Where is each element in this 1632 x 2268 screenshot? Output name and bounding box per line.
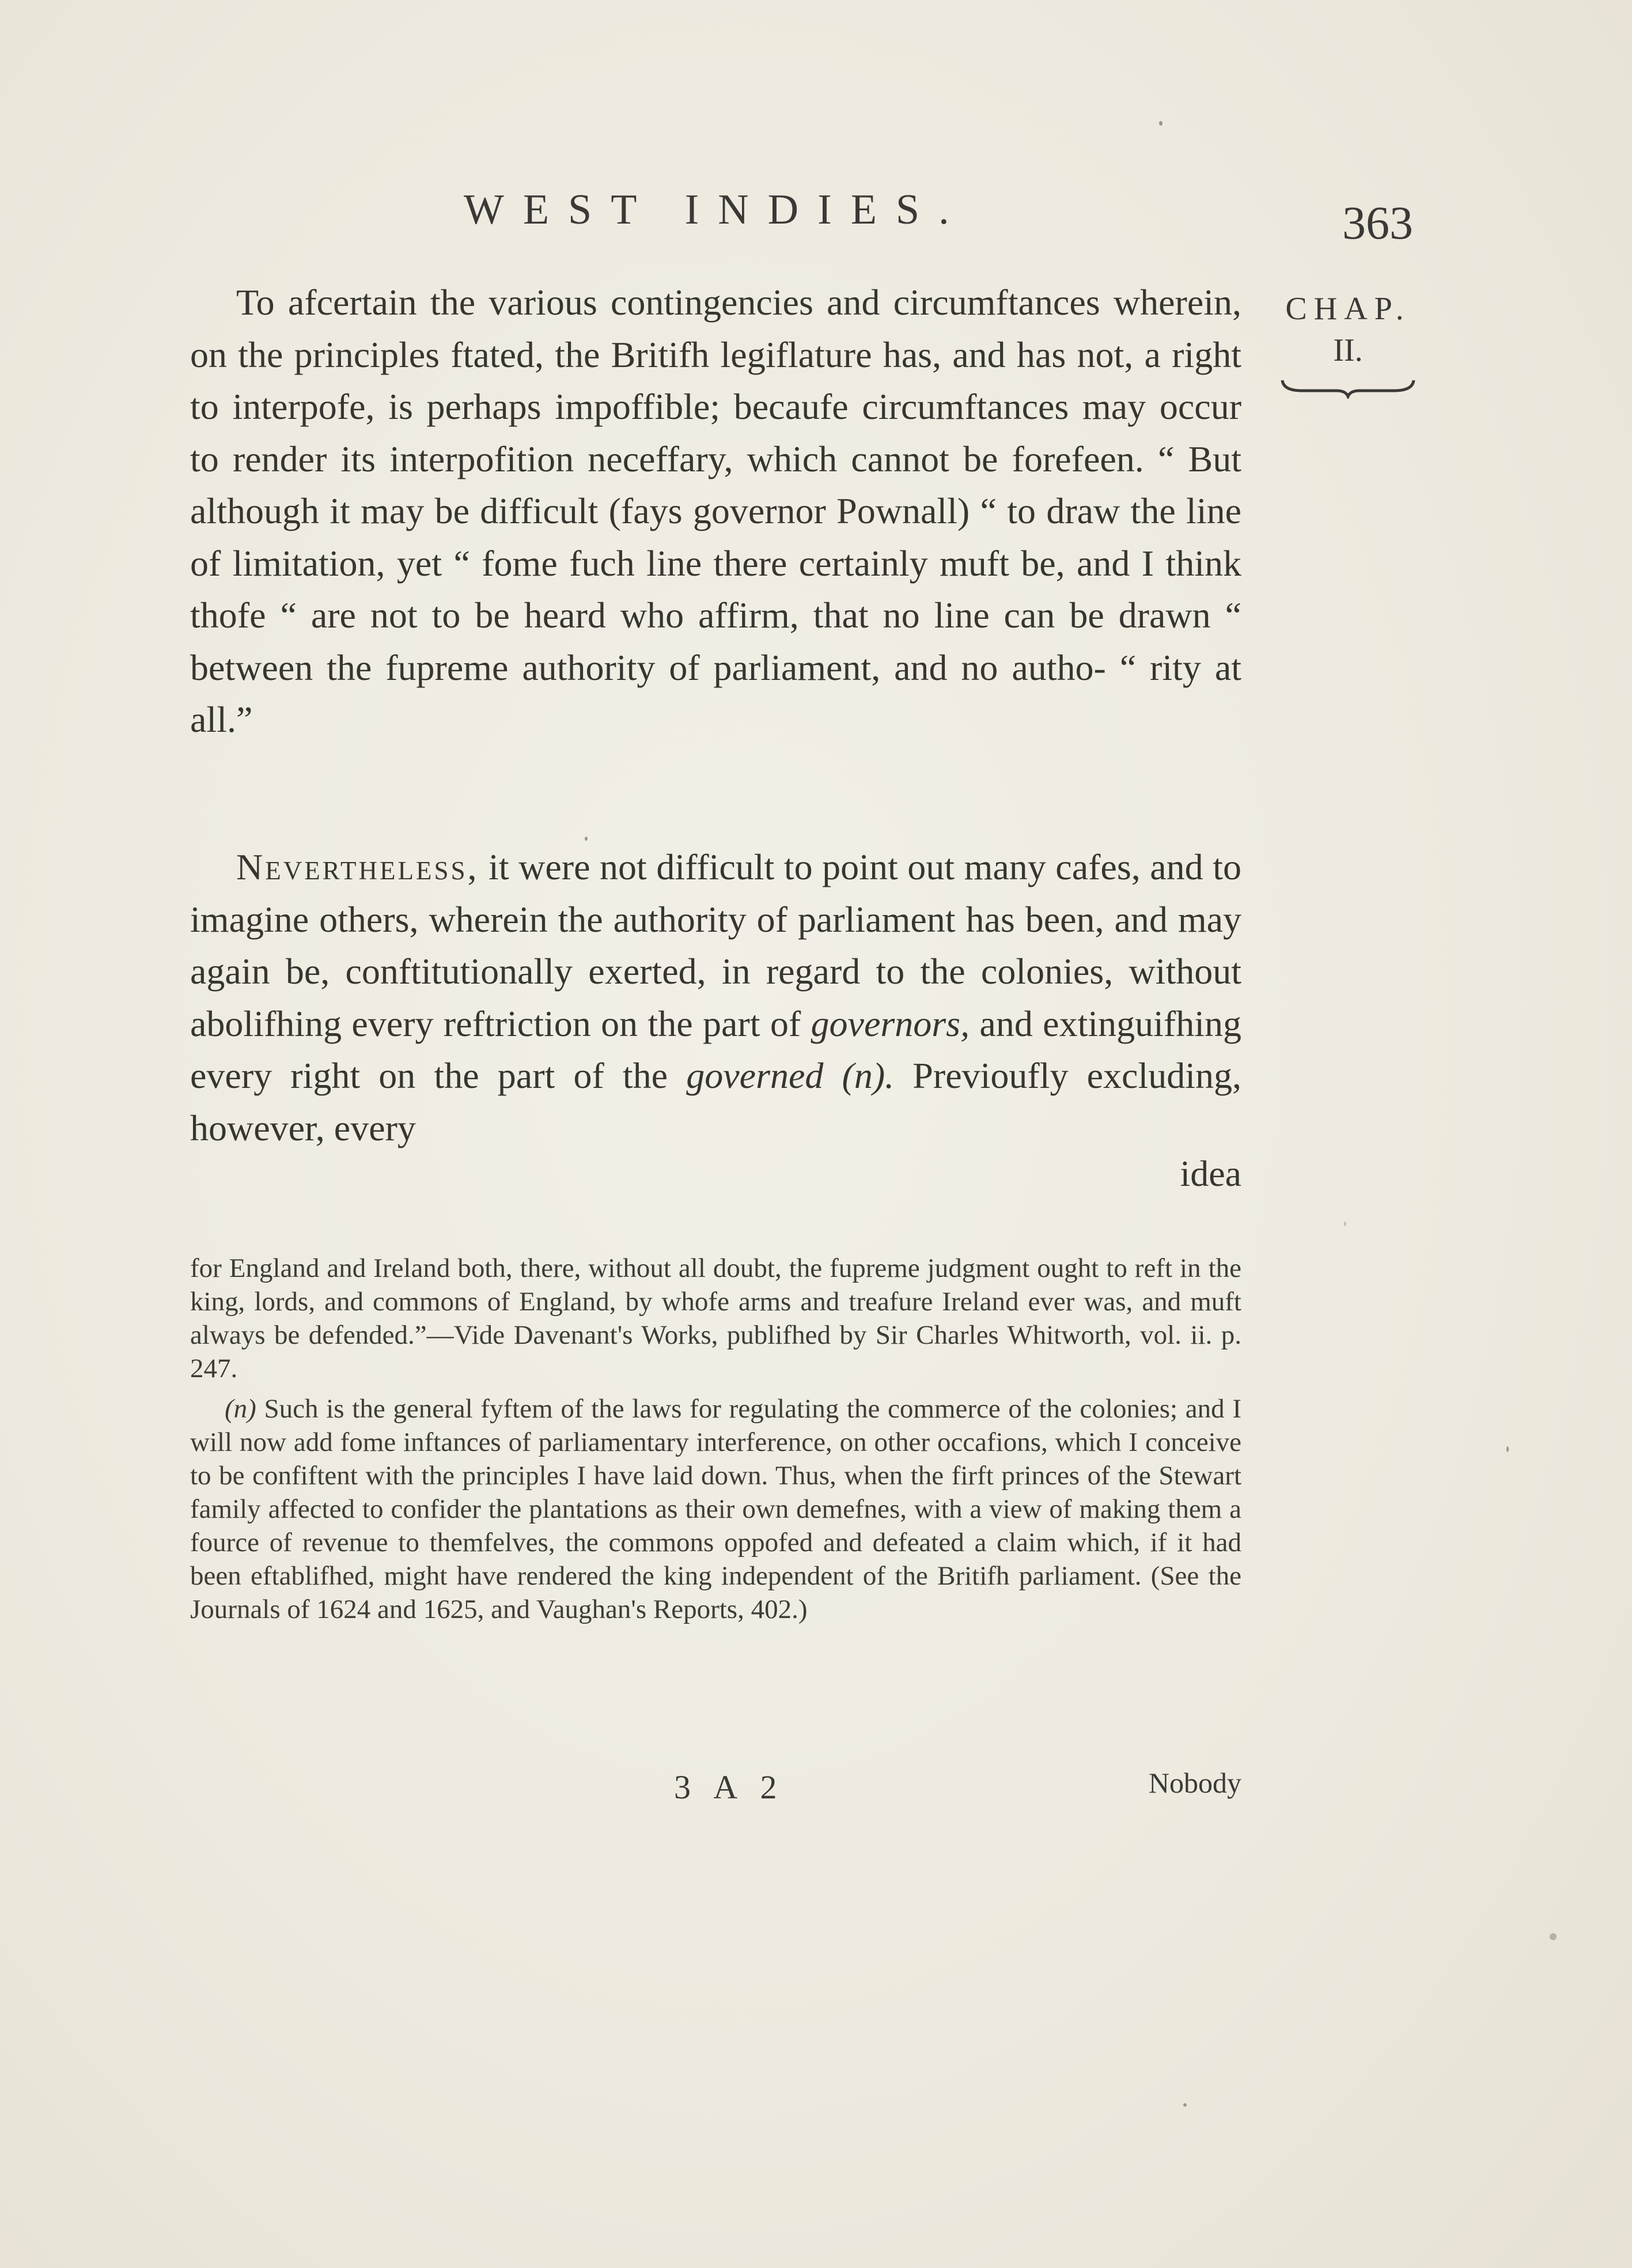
paper-speck (1506, 1446, 1509, 1452)
paper-speck (1183, 2103, 1187, 2107)
signature-mark: 3 A 2 (674, 1768, 785, 1806)
footnote-n (190, 1392, 1241, 1626)
paper-speck (1550, 1933, 1557, 1940)
page-number: 363 (1342, 196, 1413, 249)
paragraph-2-text (190, 841, 1241, 1154)
paper-speck (1344, 1222, 1346, 1226)
paper-speck (1159, 121, 1163, 126)
brace-ornament-icon (1279, 376, 1417, 399)
margin-chapter-note (1279, 288, 1417, 399)
paragraph-2-part-a: it were not difficult to point out many cafes, and to imagine others, wherein the authority of parliament has been, and may again be, conftitutionally exerted, in regard to the colonies, without abolifhing every reftriction on the part of (190, 846, 1241, 1044)
footer-catchword: Nobody (1148, 1767, 1241, 1799)
body-paragraph-2 (190, 841, 1241, 1154)
footnote-continued: for England and Ireland both, there, without all doubt, the fupreme judgment ought to reft in the king, lords, and commons of England, by whofe arms and treafure Ireland ever was, and muft always be defended.”—Vide Davenant's Works, publifhed by Sir Charles Whitworth, vol. ii. p. 247. (190, 1253, 1241, 1384)
paragraph-2-part-b: and extinguifhing every right on the part of the (190, 1003, 1242, 1096)
chapter-number: II. (1333, 332, 1363, 368)
footnotes (190, 1252, 1241, 1633)
running-head: WEST INDIES. (464, 186, 968, 233)
footnote-n-text: Such is the general fyftem of the laws for regulating the commerce of the colonies; and I will now add fome inftances of parliamentary interference, on other occafions, which I conceive to be confiftent with the principles I have laid down. Thus, when the firft princes of the Stewart family affected to confider the plantations as their own demefnes, with a view of making them a fource of revenue to themfelves, the commons oppofed and defeated a claim which, if it had been eftablifhed, might have rendered the king independent of the Britifh parliament. (See the Journals of 1624 and 1625, and Vaughan's Reports, 402.) (190, 1394, 1241, 1624)
paragraph-1-text: To afcertain the various contingencies and circumftances wherein, on the principles ftated, the Britifh legiflature has, and has not, a right to interpofe, is perhaps impoffible; becaufe circumftances may occur to render its interpofition neceffary, which cannot be forefeen. “ But although it may be difficult (fays governor Pownall) “ to draw the line of limitation, yet “ fome fuch line there certainly muft be, and I think thofe “ are not to be heard who affirm, that no line can be drawn “ between the fupreme authority of parliament, and no autho- “ rity at all.” (190, 282, 1241, 740)
paper-speck (585, 837, 588, 841)
body-catchword: idea (1180, 1153, 1241, 1194)
italic-governors: governors, (811, 1003, 970, 1044)
paragraph-2-part-c: Previoufly excluding, however, every (190, 1055, 1242, 1148)
paragraph-2-lead-word: Nevertheless, (236, 846, 479, 887)
chapter-label: CHAP. (1285, 291, 1411, 327)
body-paragraph-1 (190, 277, 1241, 746)
italic-governed: governed (n). (686, 1055, 895, 1096)
footnote-marker: (n) (225, 1394, 256, 1424)
